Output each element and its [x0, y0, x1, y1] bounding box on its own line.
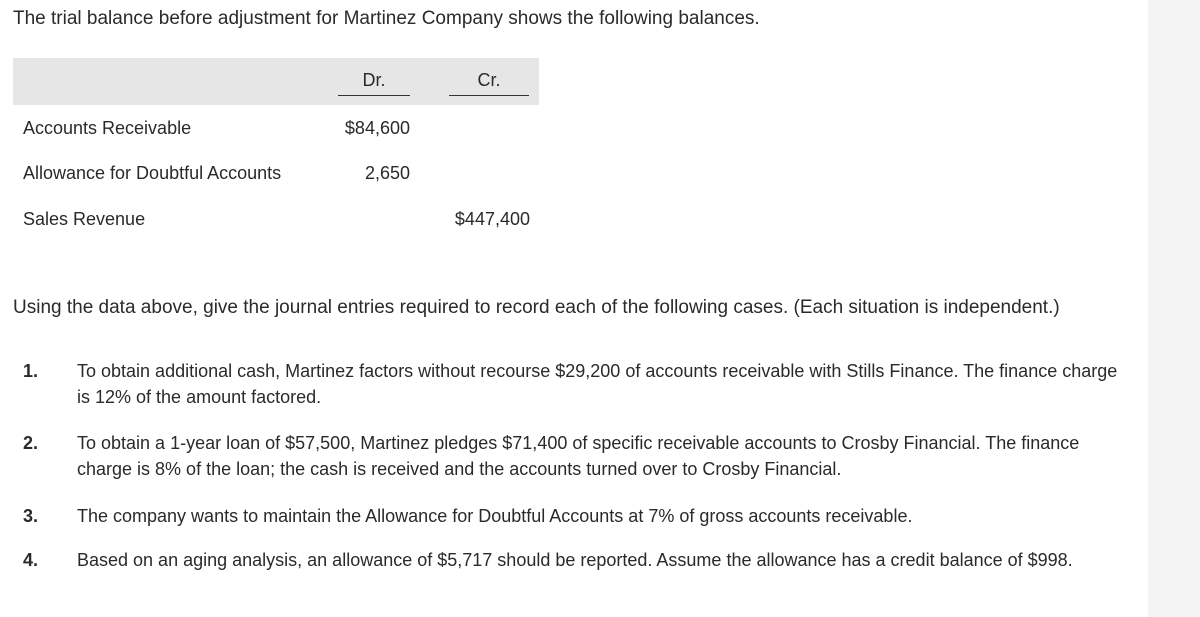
case-number: 2.	[23, 433, 39, 453]
case-number: 1.	[23, 361, 39, 381]
list-item	[23, 503, 1123, 529]
list-item	[23, 547, 1123, 573]
list-item	[23, 358, 1123, 410]
case-text: To obtain additional cash, Martinez factors without recourse $29,200 of accounts receivable with Stills Finance. The finance charge is 12% of the amount factored.	[77, 361, 1118, 407]
account-label: Accounts Receivable	[23, 118, 192, 138]
credit-column-header: Cr.	[477, 70, 501, 90]
case-number: 4.	[23, 550, 39, 570]
account-label: Allowance for Doubtful Accounts	[23, 163, 282, 183]
debit-column-header: Dr.	[362, 70, 386, 90]
case-text: Based on an aging analysis, an allowance of $5,717 should be reported. Assume the allowance has a credit balance of $998.	[77, 550, 1073, 570]
case-text: To obtain a 1-year loan of $57,500, Martinez pledges $71,400 of specific receivable accounts to Crosby Financial. The finance charge is 8% of the loan; the cash is received and the accounts turned over to Crosby Financial.	[77, 433, 1080, 479]
debit-amount: $84,600	[344, 118, 410, 138]
right-margin-strip	[1148, 0, 1200, 617]
intro-text: The trial balance before adjustment for Martinez Company shows the following balances.	[13, 8, 760, 29]
debit-header-underline	[338, 95, 410, 96]
list-item	[23, 430, 1123, 482]
debit-amount: 2,650	[364, 163, 410, 183]
credit-amount: $447,400	[454, 209, 530, 229]
account-label: Sales Revenue	[23, 209, 146, 229]
case-text: The company wants to maintain the Allowance for Doubtful Accounts at 7% of gross accounts receivable.	[77, 506, 913, 526]
case-number: 3.	[23, 506, 39, 526]
credit-header-underline	[449, 95, 529, 96]
instructions-text: Using the data above, give the journal entries required to record each of the following cases. (Each situation is independent.)	[13, 297, 1060, 318]
